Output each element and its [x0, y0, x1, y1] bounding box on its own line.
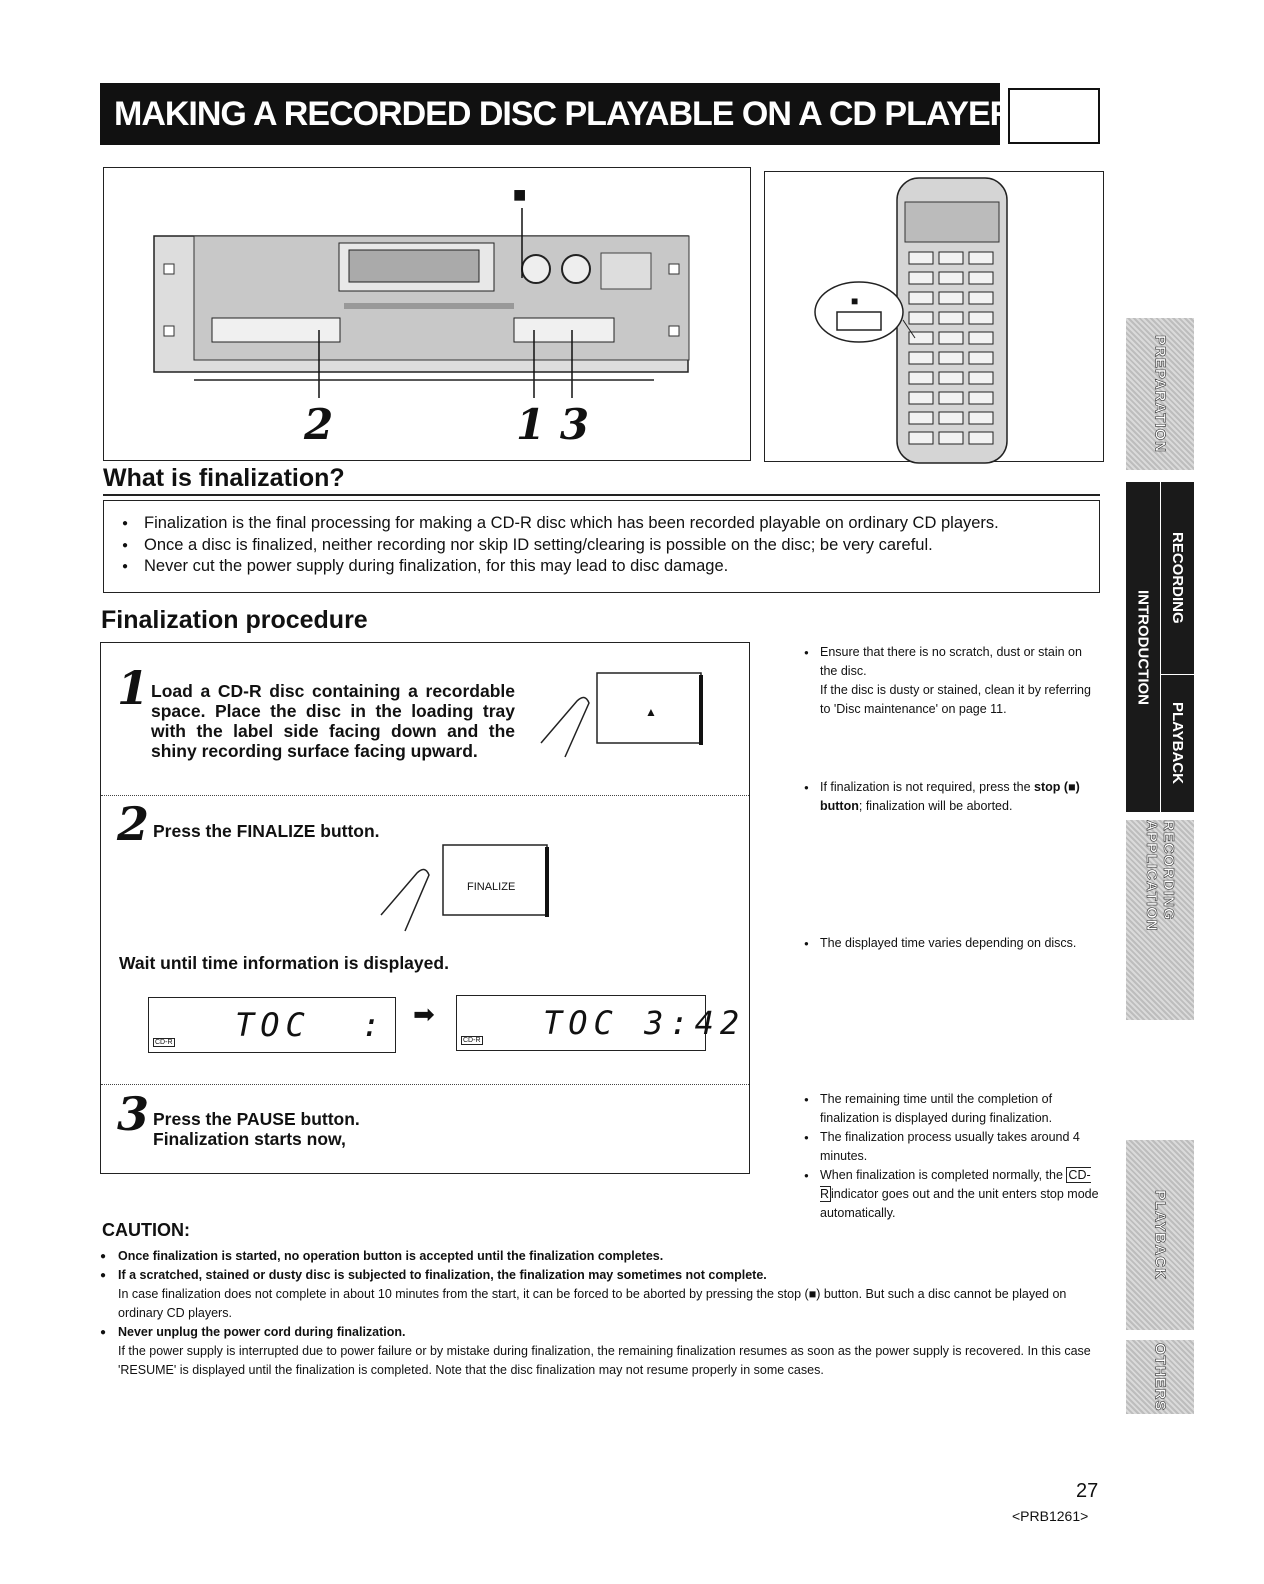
cdr-indicator-box: CD-R: [820, 1168, 1091, 1201]
tab-label: INTRODUCTION: [1134, 589, 1152, 705]
display-before: [148, 997, 396, 1053]
caution-detail: In case finalization does not complete in about 10 minutes from the start, it can be forced to be aborted by pressing the stop (■) button. But such a disc cannot be played on ordinary CD players.: [118, 1287, 1067, 1320]
page-title: MAKING A RECORDED DISC PLAYABLE ON A CD PLAYER (FINALIZATION): [100, 83, 1000, 145]
what-rule: [103, 494, 1100, 496]
side-note-6b: indicator goes out and the unit enters stop mode automatically.: [820, 1187, 1099, 1220]
caution-detail: If the power supply is interrupted due to power failure or by mistake during finalization, the remaining finalization resumes as soon as the power supply is recovered. In this case 'RESUME' is displayed until the finalization is completed. Note that the disc finalization may not resume properly in some cases.: [118, 1344, 1091, 1377]
display-after-text: TOC 3:42: [543, 1004, 746, 1042]
side-note-6a: When finalization is completed normally, the: [820, 1168, 1067, 1182]
eject-button-label: ▲: [645, 705, 657, 719]
tab-label: PREPARATION: [1151, 335, 1169, 453]
cdr-indicator: CD-R: [463, 1037, 481, 1044]
side-note-2: [804, 778, 1102, 816]
eject-illustration: [531, 671, 711, 767]
cdr-indicator: CD-R: [155, 1039, 173, 1046]
display-after: [456, 995, 746, 1051]
arrow-icon: ➡: [413, 999, 435, 1029]
tab-label: RECORDING APPLICATION: [1143, 820, 1177, 932]
side-note-1: [804, 643, 1102, 719]
tab-introduction[interactable]: [1126, 482, 1161, 812]
side-note-4: [804, 1090, 1102, 1223]
procedure-box: [100, 642, 750, 1174]
step-3-number: 3: [117, 1087, 150, 1141]
finalize-button-label: FINALIZE: [467, 881, 516, 893]
step-3-text: Press the PAUSE button.: [153, 1109, 360, 1129]
side-note-2b: stop (■) button: [820, 780, 1080, 813]
remote-illustration: [765, 172, 1103, 461]
remote-figure: [764, 171, 1104, 462]
tab-recording-application[interactable]: [1126, 820, 1194, 1020]
what-bullet: ● Finalization is the final processing for making a CD-R disc which has been recorded playable on ordinary CD players.: [122, 513, 1083, 535]
tab-others[interactable]: [1126, 1340, 1194, 1414]
side-note-1a: Ensure that there is no scratch, dust or stain on the disc.: [820, 645, 1082, 678]
caution-item: ● Once finalization is started, no operation button is accepted until the finalization completes.: [100, 1247, 1104, 1266]
callout-2: 2: [304, 400, 334, 449]
what-bullet: ● Once a disc is finalized, neither recording nor skip ID setting/clearing is possible on the disc; be very careful.: [122, 535, 1083, 557]
remote-stop-callout: ■: [851, 294, 859, 308]
side-bullet: [804, 643, 1102, 681]
tab-intro-playback[interactable]: [1161, 675, 1195, 812]
wait-text: Wait until time information is displayed.: [119, 953, 449, 973]
title-blank-box: [1008, 88, 1100, 144]
side-bullet: ● The remaining time until the completion of finalization is displayed during finalization.: [804, 1090, 1102, 1128]
deck-figure: [103, 167, 751, 461]
procedure-heading: Finalization procedure: [101, 606, 368, 634]
caution-item: ● Never unplug the power cord during finalization.: [100, 1323, 1104, 1342]
step-divider: [101, 1084, 749, 1085]
page-number: 27: [1076, 1480, 1099, 1502]
side-note-3: [804, 934, 1102, 953]
side-note-2c: ; finalization will be aborted.: [858, 799, 1013, 813]
tab-intro-recording[interactable]: [1161, 482, 1195, 675]
side-bullet: ● The finalization process usually takes around 4 minutes.: [804, 1128, 1102, 1166]
step-2-text: Press the FINALIZE button.: [153, 821, 380, 841]
caution-heading: CAUTION:: [102, 1220, 190, 1240]
what-heading: What is finalization?: [103, 464, 345, 492]
side-note-1b: If the disc is dusty or stained, clean it by referring to 'Disc maintenance' on page 11.: [820, 683, 1091, 716]
step-1-number: 1: [117, 661, 150, 715]
side-bullet: [804, 1166, 1102, 1223]
side-bullet: ● The displayed time varies depending on discs.: [804, 934, 1102, 953]
caution-list: [100, 1247, 1104, 1380]
tab-label: OTHERS: [1151, 1342, 1169, 1412]
tab-playback[interactable]: [1126, 1140, 1194, 1330]
step-3-subtext: Finalization starts now,: [153, 1129, 346, 1149]
tab-intro-sub: [1161, 482, 1195, 812]
display-before-text: TOC :: [235, 1006, 387, 1044]
step-divider: [101, 795, 749, 796]
tab-label: RECORDING: [1168, 532, 1186, 624]
tab-label: PLAYBACK: [1151, 1190, 1169, 1280]
callout-1-3: 1 3: [516, 400, 590, 449]
what-box: [103, 500, 1100, 593]
step-1-text: Load a CD-R disc containing a recordable space. Place the disc in the loading tray with the label side facing down and the shiny recording surface facing upward.: [151, 681, 515, 761]
tab-preparation[interactable]: [1126, 318, 1194, 470]
caution-item: ● If a scratched, stained or dusty disc is subjected to finalization, the finalization may sometimes not complete.: [100, 1266, 1104, 1285]
tab-label: PLAYBACK: [1168, 702, 1186, 785]
stop-callout: ■: [513, 182, 527, 207]
side-bullet: [804, 778, 1102, 816]
document-code: <PRB1261>: [1012, 1508, 1089, 1524]
deck-illustration: [104, 168, 750, 460]
side-note-2a: If finalization is not required, press the: [820, 780, 1035, 794]
step-2-number: 2: [117, 797, 150, 851]
what-bullet: ● Never cut the power supply during finalization, for this may lead to disc damage.: [122, 556, 1083, 578]
tab-introduction-group[interactable]: [1126, 482, 1194, 812]
finalize-illustration: [371, 843, 561, 943]
